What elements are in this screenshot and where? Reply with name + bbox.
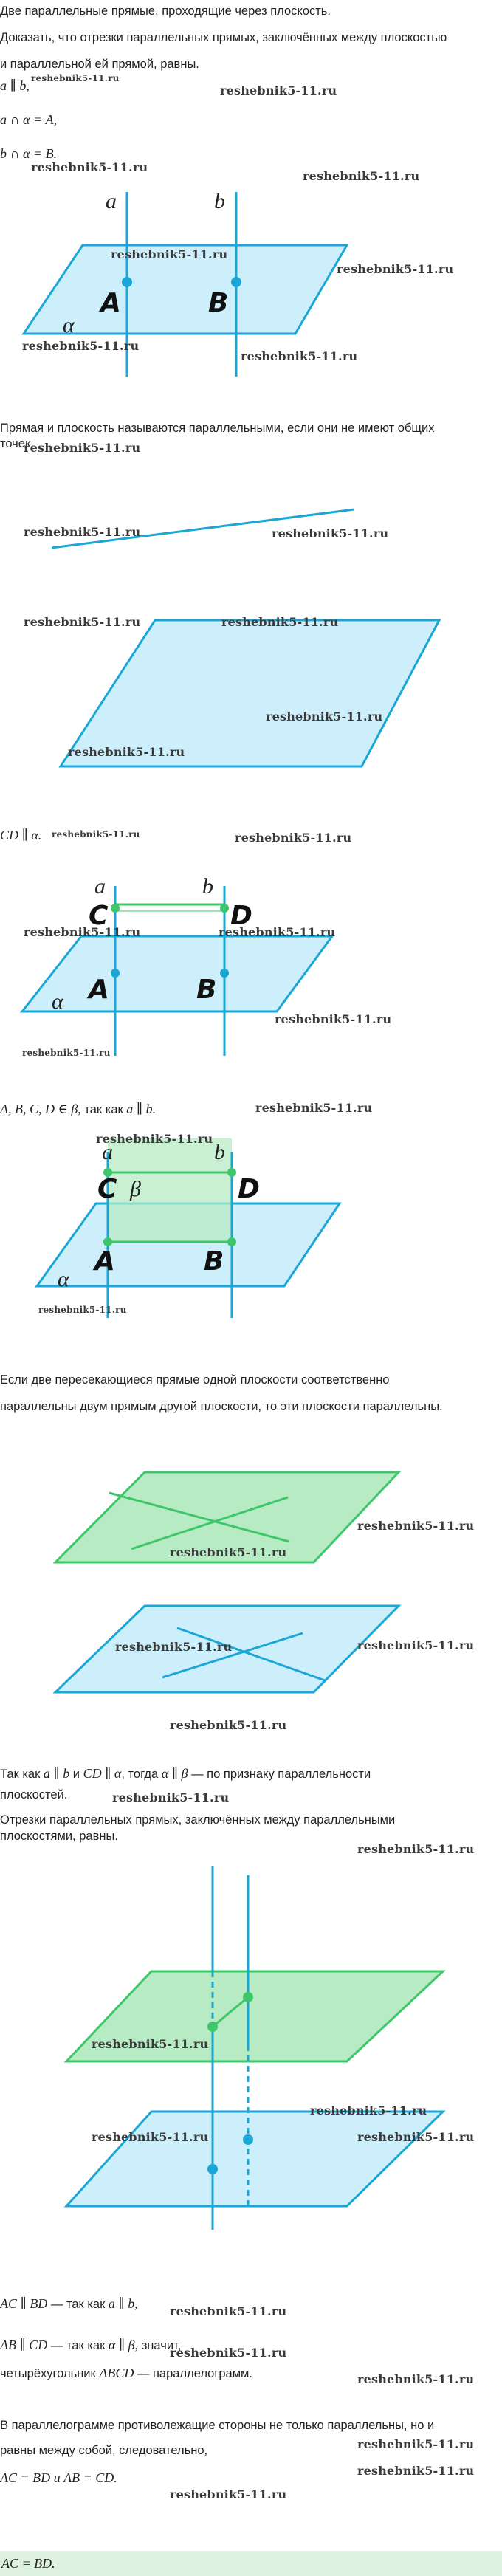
label-beta: β [130,1177,141,1201]
watermark: reshebnik5-11.ru [357,1638,475,1652]
point-A [207,2164,218,2174]
given-parallel: a ∥ b, [0,78,30,93]
watermark: reshebnik5-11.ru [31,160,148,174]
label-A: A [94,1246,115,1277]
watermark: reshebnik5-11.ru [38,1305,127,1315]
watermark: reshebnik5-11.ru [170,2346,287,2360]
watermark: reshebnik5-11.ru [357,2372,475,2386]
watermark: reshebnik5-11.ru [275,1012,392,1026]
watermark: reshebnik5-11.ru [272,526,389,540]
parallelogram-line-1: В параллелограмме противолежащие стороны не только параллельны, но и [0,2419,435,2432]
watermark: reshebnik5-11.ru [266,710,383,724]
watermark: reshebnik5-11.ru [219,925,336,939]
figure-segments-between-planes [0,1861,502,2230]
cd-parallel-alpha: CD ∥ α. [0,828,42,842]
label-alpha: α [52,989,63,1014]
answer: AC = BD. [1,2556,55,2571]
quadrilateral-line: четырёхугольник ABCD — параллелограмм. [0,2366,252,2380]
point-A [122,277,132,287]
label-B: B [204,1246,224,1277]
point-D [227,1168,236,1177]
watermark: reshebnik5-11.ru [170,1545,287,1559]
watermark: reshebnik5-11.ru [92,2037,209,2051]
point-C [111,904,120,913]
theorem-title: Две параллельные прямые, проходящие через плоскость. [0,4,331,18]
watermark: reshebnik5-11.ru [24,441,141,455]
figure-parallel-planes [0,1462,502,1742]
definition-line-1: Прямая и плоскость называются параллельными, если они не имеют общих [0,422,435,435]
label-alpha: α [63,313,75,337]
equality-line: AC = BD и AB = CD. [0,2470,117,2485]
figure-segment-cd [0,871,502,1093]
watermark: reshebnik5-11.ru [221,615,339,629]
point-B [227,1237,236,1246]
watermark: reshebnik5-11.ru [170,1718,287,1732]
criterion-line-2: параллельны двум прямым другой плоскости, то эти плоскости параллельны. [0,1400,443,1413]
watermark: reshebnik5-11.ru [255,1101,373,1115]
watermark: reshebnik5-11.ru [22,1048,111,1058]
label-b: b [214,189,225,213]
label-b: b [214,1140,225,1164]
watermark: reshebnik5-11.ru [111,247,228,261]
conclusion-line-2: плоскостей. [0,1788,68,1802]
label-a: a [106,189,117,213]
prove-line-2: и параллельной ей прямой, равны. [0,58,199,71]
label-A: A [89,975,109,1005]
answer-box [0,2551,502,2576]
prove-line-1: Доказать, что отрезки параллельных прямых, заключённых между плоскостью [0,31,447,44]
watermark: reshebnik5-11.ru [310,2103,427,2118]
label-alpha: α [58,1267,69,1291]
given-intersection-a: a ∩ α = A, [0,112,58,127]
label-D: D [230,901,252,931]
plane-beta [108,1138,232,1242]
plane-alpha [22,936,332,1011]
watermark: reshebnik5-11.ru [24,925,141,939]
point-D [243,1992,253,2002]
ac-parallel-bd: AC ∥ BD — так как a ∥ b, [0,2296,138,2311]
watermark: reshebnik5-11.ru [24,525,141,539]
conclusion-line-1: Так как a ∥ b и CD ∥ α, тогда α ∥ β — по признаку параллельности [0,1766,371,1781]
watermark: reshebnik5-11.ru [170,2304,287,2318]
label-a: a [102,1140,113,1164]
point-B [220,969,229,978]
point-A [111,969,120,978]
label-B: B [208,288,229,318]
watermark: reshebnik5-11.ru [92,2130,209,2144]
given-intersection-b: b ∩ α = B. [0,146,58,161]
watermark: reshebnik5-11.ru [357,2464,475,2478]
segments-line-2: плоскостями, равны. [0,1830,118,1843]
point-D [220,904,229,913]
watermark: reshebnik5-11.ru [24,615,141,629]
watermark: reshebnik5-11.ru [96,1132,213,1146]
watermark: reshebnik5-11.ru [115,1640,233,1654]
label-C: C [89,901,109,931]
watermark: reshebnik5-11.ru [52,829,140,839]
watermark: reshebnik5-11.ru [357,2437,475,2451]
watermark: reshebnik5-11.ru [241,349,358,363]
label-D: D [238,1174,260,1204]
label-A: A [100,288,121,318]
figure-plane-beta [0,1122,502,1329]
watermark: reshebnik5-11.ru [357,2130,475,2144]
criterion-line-1: Если две пересекающиеся прямые одной плоскости соответственно [0,1373,390,1387]
watermark: reshebnik5-11.ru [112,1790,230,1804]
label-b: b [202,874,213,899]
watermark: reshebnik5-11.ru [235,831,352,845]
watermark: reshebnik5-11.ru [357,1842,475,1856]
watermark: reshebnik5-11.ru [220,83,337,97]
point-B [231,277,241,287]
label-a: a [94,874,106,899]
watermark: reshebnik5-11.ru [22,339,140,353]
watermark: reshebnik5-11.ru [303,169,420,183]
definition-line-2: точек. [0,437,34,450]
watermark: reshebnik5-11.ru [31,73,120,83]
label-B: B [196,975,217,1005]
parallelogram-line-2: равны между собой, следовательно, [0,2444,208,2457]
ab-parallel-cd: AB ∥ CD — так как α ∥ β, значит, [0,2338,182,2352]
label-C: C [97,1174,117,1204]
watermark: reshebnik5-11.ru [170,2487,287,2501]
watermark: reshebnik5-11.ru [357,1519,475,1533]
point-A [103,1237,112,1246]
watermark: reshebnik5-11.ru [337,262,454,276]
point-B [243,2134,253,2145]
watermark: reshebnik5-11.ru [68,745,185,759]
point-C [207,2022,218,2032]
plane-alpha [66,2112,443,2206]
segments-line-1: Отрезки параллельных прямых, заключённых между параллельными [0,1813,396,1827]
points-in-beta: A, B, C, D ∈ β, так как a ∥ b. [0,1102,157,1116]
